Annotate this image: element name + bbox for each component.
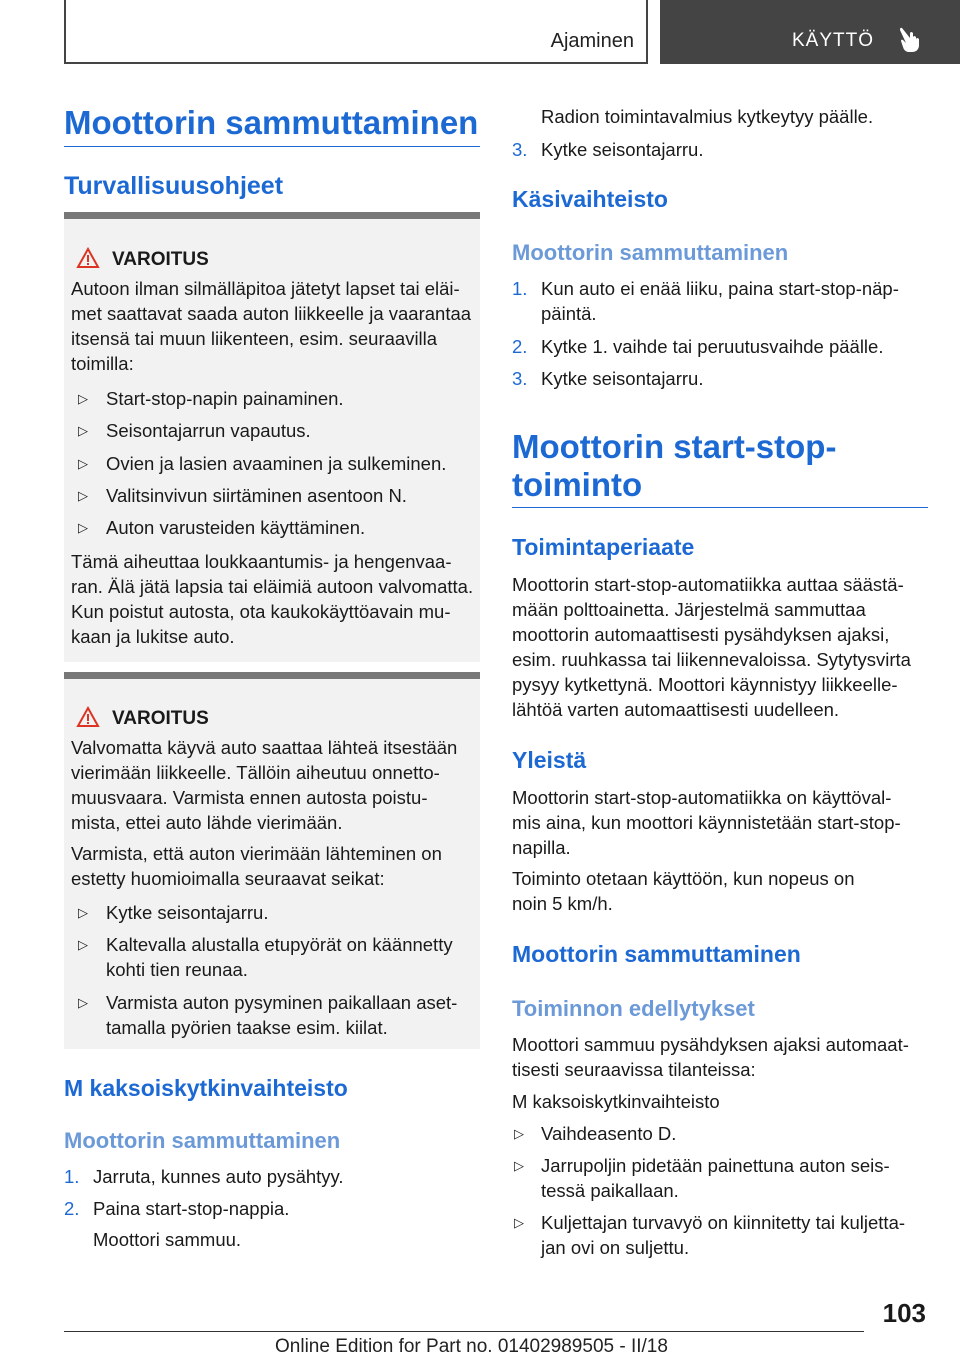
step-number: 1. xyxy=(512,278,528,299)
principle-heading: Toimintaperiaate xyxy=(512,534,695,560)
warning-text: Valvomatta käyvä auto saattaa lähteä itsestään vierimään liikkeelle. Tällöin aiheutuu onnetto- muusvaara. Varmista ennen autosta poistu- mista, ettei auto lähde vierimään. xyxy=(71,737,458,833)
warning-triangle-icon xyxy=(76,247,100,269)
warning-outro: Tämä aiheuttaa loukkaantumis- ja hengenvaa- ran. Älä jätä lapsia tai eläimiä autoon valvomatta. Kun poistut autosta, ota kaukokäyttöavain mu- kaan ja lukitse auto. xyxy=(71,551,474,647)
warning-text: Varmista, että auton vierimään lähteminen on estetty huomioimalla seuraavat seikat: xyxy=(71,843,442,889)
manual-subheading: Moottorin sammuttaminen xyxy=(512,240,789,265)
safety-heading: Turvallisuusohjeet xyxy=(64,172,284,200)
general-text: Moottorin start-stop-automatiikka on käyttöval- mis aina, kun moottori käynnistetään start-stop- napilla. xyxy=(512,787,901,858)
step-number: 1. xyxy=(64,1166,80,1187)
warning-triangle-icon xyxy=(76,706,100,728)
step-text: Kytke 1. vaihde tai peruutusvaihde päälle. xyxy=(541,336,884,357)
step-text: Paina start-stop-nappia. xyxy=(93,1198,290,1219)
warning-title: VAROITUS xyxy=(112,708,209,729)
step-note: Moottori sammuu. xyxy=(93,1229,242,1250)
header-section-label: Ajaminen xyxy=(550,30,634,52)
step-text: Kun auto ei enää liiku, paina start-stop-näp- päintä. xyxy=(541,278,899,324)
step-text: Kytke seisontajarru. xyxy=(541,368,704,389)
title-rule xyxy=(64,146,480,147)
warning-title: VAROITUS xyxy=(112,249,209,270)
general-heading: Yleistä xyxy=(512,747,587,773)
page-number: 103 xyxy=(882,1298,926,1328)
header-chapter-label: KÄYTTÖ xyxy=(792,30,875,51)
header-chapter-tab[interactable] xyxy=(660,0,960,64)
footer-edition: Online Edition for Part no. 01402989505 - II/18 xyxy=(275,1336,668,1357)
header-section-box xyxy=(64,0,648,64)
step-number: 2. xyxy=(512,336,528,357)
stop-heading: Moottorin sammuttaminen xyxy=(512,941,801,967)
step-number: 3. xyxy=(512,139,528,160)
warning-box-1: VAROITUS Autoon ilman silmälläpitoa jätetyt lapset tai eläi- met saattavat saada auton liikkeelle ja vaarantaa itsensä tai muun liikenteen, esim. seuraavilla toimilla: ▷ Start-stop-napin painaminen. ▷ Seisontajarrun vapautus. ▷ Ovien ja lasien avaaminen ja sulkeminen. ▷ Valitsinvivun siirtäminen asentoon N. ▷ Auton varusteiden käyttäminen. Tämä aiheuttaa loukkaantumis- ja hengenvaa- ran. Älä jätä lapsia tai eläimiä autoon valvomatta. Kun poistut autosta, ota kaukokäyttöavain mu- kaan ja lukitse auto. xyxy=(64,212,480,662)
pointing-hand-icon xyxy=(896,24,926,54)
title-rule xyxy=(512,507,928,508)
step-text: Kytke seisontajarru. xyxy=(541,139,704,160)
warning-box-2: VAROITUS Valvomatta käyvä auto saattaa lähteä itsestään vierimään liikkeelle. Tällöin aiheutuu onnetto- muusvaara. Varmista ennen autosta poistu- mista, ettei auto lähde vierimään. Varmista, että auton vierimään lähteminen on estetty huomioimalla seuraavat seikat: ▷ Kytke seisontajarru. ▷ Kaltevalla alustalla etupyörät on käännetty kohti tien reunaa. ▷ Varmista auton pysyminen paikallaan aset- tamalla pyörien taakse esim. kiilat. xyxy=(64,672,480,1049)
step-number: 3. xyxy=(512,368,528,389)
mk-label: M kaksoiskytkinvaihteisto xyxy=(512,1091,720,1112)
principle-text: Moottorin start-stop-automatiikka auttaa säästä- mään polttoainetta. Järjestelmä sammuttaa moottorin automaattisesti pysähdyksen ajaksi, esim. ruuhkassa tai liikennevaloissa. Sytytysvirta pysyy kytkettynä. Moottori käynnistyy liikkeelle- lähtöä varten automaattisesti uudelleen. xyxy=(512,574,911,720)
conditions-subheading: Toiminnon edellytykset xyxy=(512,996,755,1021)
warning-intro: Autoon ilman silmälläpitoa jätetyt lapset tai eläi- met saattavat saada auton liikkeelle ja vaarantaa itsensä tai muun liikenteen, esim. seuraavilla toimilla: xyxy=(71,278,472,374)
step-number: 2. xyxy=(64,1198,80,1219)
conditions-text: Moottori sammuu pysähdyksen ajaksi automaat- tisesti seuraavissa tilanteissa: xyxy=(512,1034,909,1080)
footer-rule xyxy=(64,1331,864,1332)
mk-heading: M kaksoiskytkinvaihteisto xyxy=(64,1075,348,1101)
general-text: Toiminto otetaan käyttöön, kun nopeus on noin 5 km/h. xyxy=(512,868,855,914)
section-title: Moottorin start-stop- toiminto xyxy=(512,428,837,503)
page-title: Moottorin sammuttaminen xyxy=(64,104,479,141)
step-text: Jarruta, kunnes auto pysähtyy. xyxy=(93,1166,344,1187)
step-note: Radion toimintavalmius kytkeytyy päälle. xyxy=(541,106,874,127)
manual-heading: Käsivaihteisto xyxy=(512,186,668,212)
mk-subheading: Moottorin sammuttaminen xyxy=(64,1128,341,1153)
